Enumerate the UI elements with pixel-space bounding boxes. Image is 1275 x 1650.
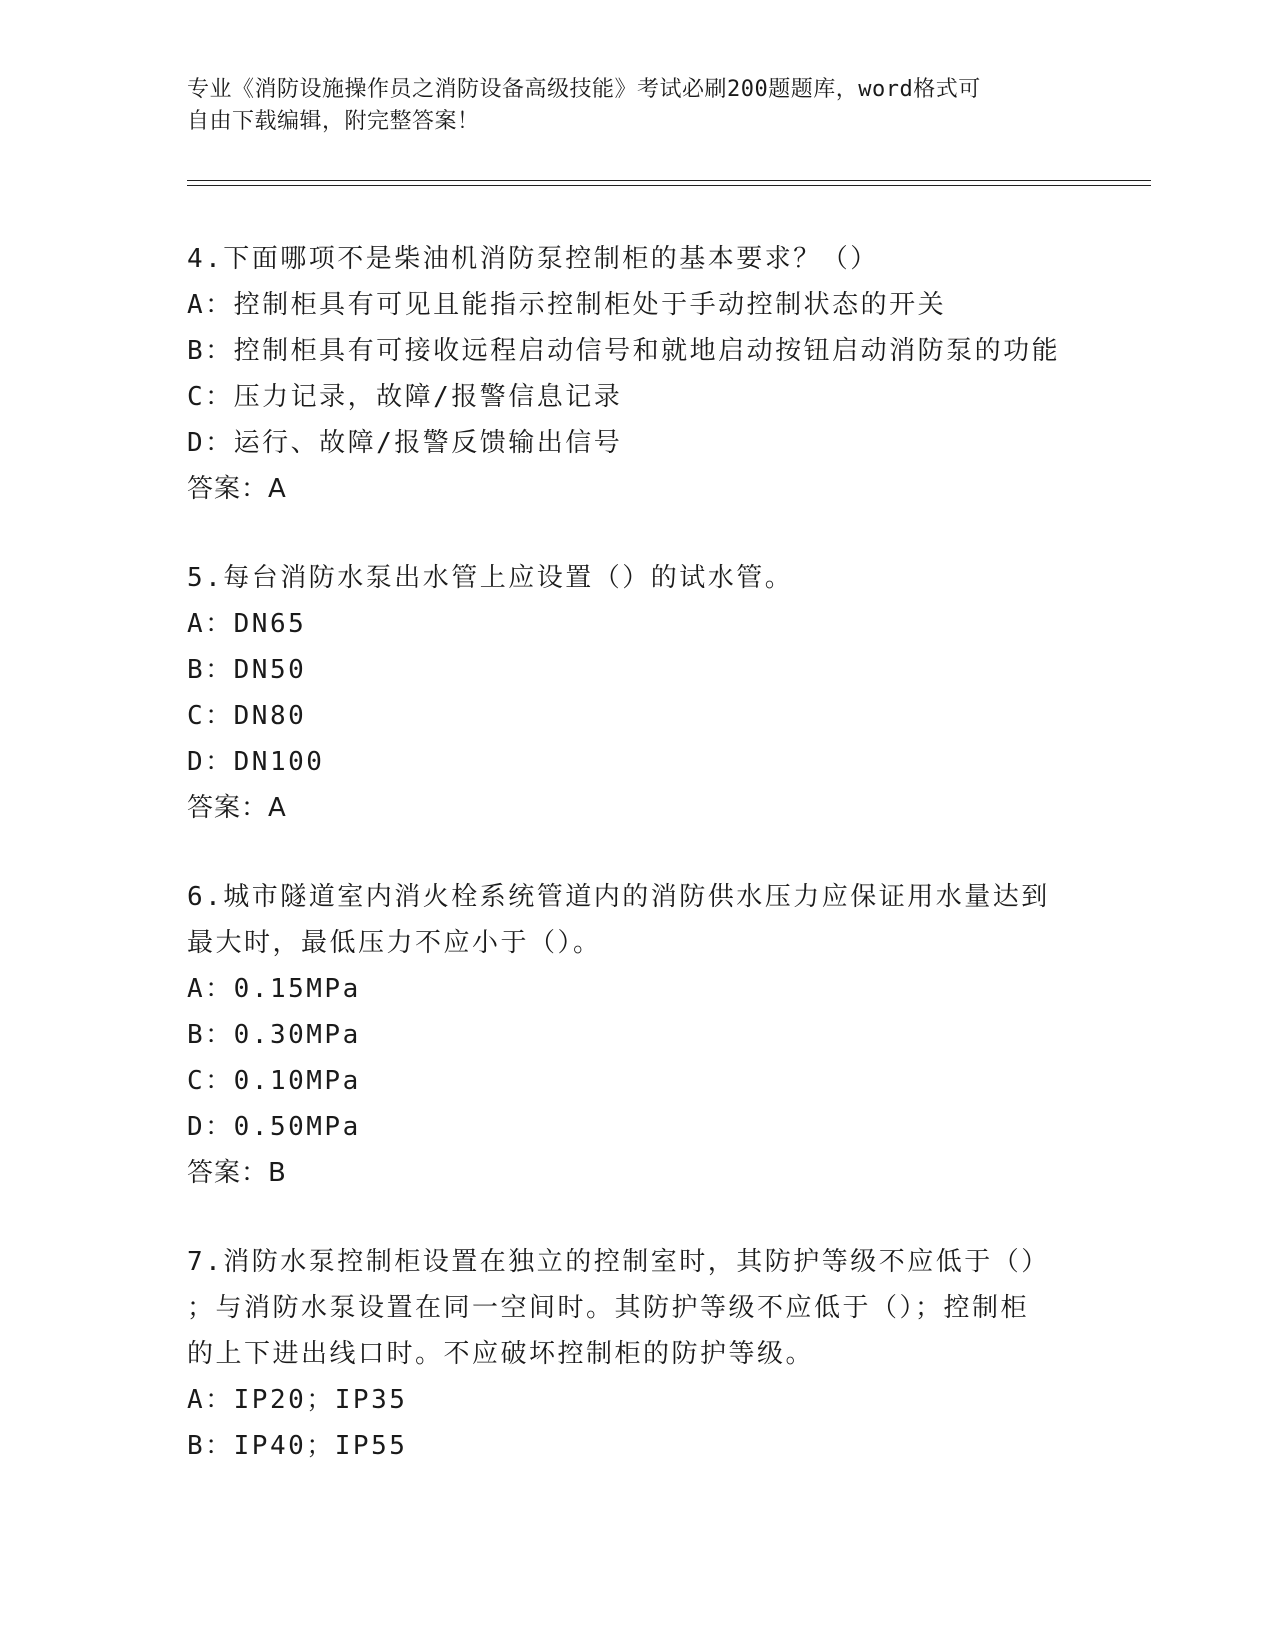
question-text: 5.每台消防水泵出水管上应设置（）的试水管。 bbox=[187, 563, 794, 593]
option-b: B：DN50 bbox=[187, 655, 307, 685]
question-text-line-1: 7.消防水泵控制柜设置在独立的控制室时，其防护等级不应低于（） bbox=[187, 1247, 1050, 1277]
option-a: A：控制柜具有可见且能指示控制柜处于手动控制状态的开关 bbox=[187, 290, 947, 320]
option-d: D：0.50MPa bbox=[187, 1112, 361, 1142]
answer: 答案：B bbox=[187, 1158, 287, 1188]
option-c: C：0.10MPa bbox=[187, 1066, 361, 1096]
option-b: B：IP40；IP55 bbox=[187, 1431, 408, 1461]
question-5 bbox=[187, 555, 1087, 831]
option-c: C：压力记录，故障/报警信息记录 bbox=[187, 382, 623, 412]
header-divider-bottom bbox=[187, 185, 1151, 186]
question-text-line-2: ；与消防水泵设置在同一空间时。其防护等级不应低于（）；控制柜 bbox=[187, 1293, 1030, 1323]
question-list bbox=[187, 236, 1087, 1512]
header-divider-top bbox=[187, 180, 1151, 181]
question-text: 4.下面哪项不是柴油机消防泵控制柜的基本要求？（） bbox=[187, 244, 879, 274]
option-b: B：控制柜具有可接收远程启动信号和就地启动按钮启动消防泵的功能 bbox=[187, 336, 1061, 366]
header-line-2: 自由下载编辑，附完整答案！ bbox=[187, 109, 480, 134]
option-a: A：DN65 bbox=[187, 609, 307, 639]
question-4 bbox=[187, 236, 1087, 512]
answer: 答案：A bbox=[187, 474, 287, 504]
question-6 bbox=[187, 874, 1087, 1196]
option-c: C：DN80 bbox=[187, 701, 307, 731]
question-text-line-3: 的上下进出线口时。不应破坏控制柜的防护等级。 bbox=[187, 1339, 815, 1369]
header-line-1: 专业《消防设施操作员之消防设备高级技能》考试必刷200题题库，word格式可 bbox=[187, 77, 981, 102]
option-a: A：0.15MPa bbox=[187, 974, 361, 1004]
option-d: D：DN100 bbox=[187, 747, 325, 777]
document-header bbox=[187, 74, 1067, 138]
option-d: D：运行、故障/报警反馈输出信号 bbox=[187, 428, 623, 458]
question-7 bbox=[187, 1239, 1087, 1469]
option-a: A：IP20；IP35 bbox=[187, 1385, 408, 1415]
answer: 答案：A bbox=[187, 793, 287, 823]
question-text-line-1: 6.城市隧道室内消火栓系统管道内的消防供水压力应保证用水量达到 bbox=[187, 882, 1050, 912]
option-b: B：0.30MPa bbox=[187, 1020, 361, 1050]
question-text-line-2: 最大时，最低压力不应小于（）。 bbox=[187, 928, 602, 958]
